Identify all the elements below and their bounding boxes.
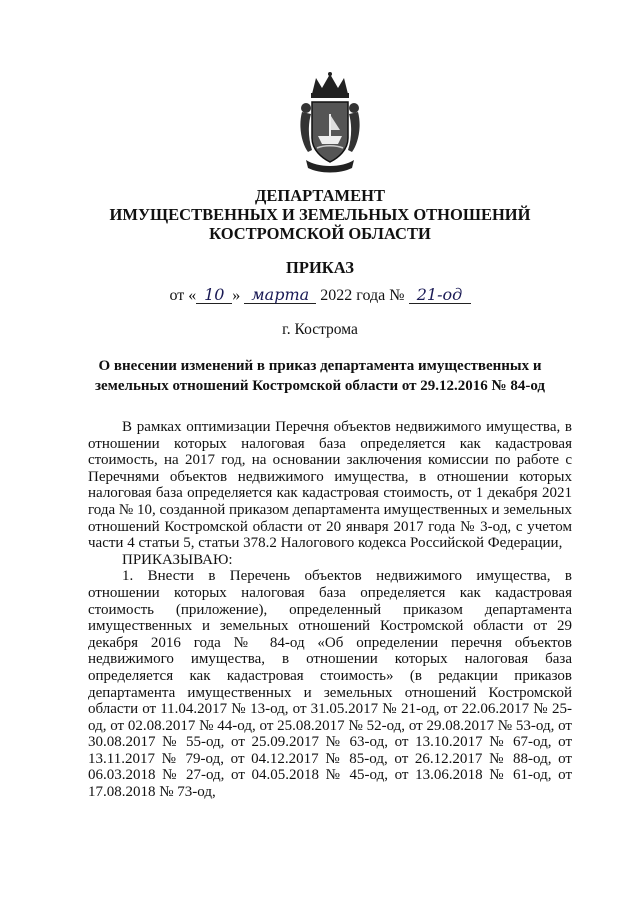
order-year-text: 2022 года №	[320, 287, 405, 304]
order-body	[88, 419, 572, 801]
command-word: ПРИКАЗЫВАЮ:	[122, 551, 233, 568]
clause-1-paragraph: 1. Внести в Перечень объектов недвижимого имущества, в отношении которых налоговая база определяется как кадастровая стоимость (приложение), определенный приказом департамента имущественных и земельных отношений Костромской области от 29 декабря 2016 года № 84-од «Об определении перечня объектов недвижимого имущества, в отношении которых налоговая база определяется как кадастровая стоимость» (в редакции приказов департамента имущественных и земельных отношений Костромской области от 11.04.2017 № 13-од, от 31.05.2017 № 21-од, от 22.06.2017 № 25-од, от 02.08.2017 № 44-од, от 25.08.2017 № 52-од, от 29.08.2017 № 53-од, от 30.08.2017 № 55-од, от 25.09.2017 № 63-од, от 13.10.2017 № 67-од, от 13.11.2017 № 79-од, от 04.12.2017 № 85-од, от 26.12.2017 № 88-од, от 06.03.2018 № 27-од, от 04.05.2018 № 45-од, от 13.06.2018 № 61-од, от 17.08.2018 № 73-од,	[88, 568, 572, 801]
city-name: г. Кострома	[282, 321, 358, 338]
department-name	[0, 186, 640, 243]
order-date-prefix: от «	[169, 287, 197, 304]
order-date-number-line	[0, 287, 640, 305]
order-number-handwritten: 21-од	[409, 287, 471, 304]
subject-line-2: земельных отношений Костромской области от 29.12.2016 № 84-од	[94, 378, 546, 394]
department-line-3: КОСТРОМСКОЙ ОБЛАСТИ	[209, 224, 431, 243]
order-subject	[60, 356, 580, 396]
order-title: ПРИКАЗ	[286, 258, 354, 277]
order-date-mid: »	[232, 287, 241, 304]
order-month-handwritten: марта	[244, 287, 316, 304]
department-line-2: ИМУЩЕСТВЕННЫХ И ЗЕМЕЛЬНЫХ ОТНОШЕНИЙ	[109, 205, 531, 224]
order-day-handwritten: 10	[196, 287, 232, 304]
preamble-paragraph: В рамках оптимизации Перечня объектов недвижимого имущества, в отношении которых налоговая база определяется как кадастровая стоимость, на 2017 год, на основании заключения комиссии по работе с Перечнями объектов недвижимого имущества, в отношении которых налоговая база определяется как кадастровая стоимость, от 1 декабря 2021 года № 10, созданной приказом департамента имущественных и земельных отношений Костромской области от 20 января 2017 года № 3-од, с учетом части 4 статьи 5, статьи 378.2 Налогового кодекса Российской Федерации,	[88, 419, 572, 552]
department-line-1: ДЕПАРТАМЕНТ	[255, 186, 385, 205]
subject-line-1: О внесении изменений в приказ департамента имущественных и	[98, 358, 542, 374]
coat-of-arms-emblem	[298, 72, 362, 176]
